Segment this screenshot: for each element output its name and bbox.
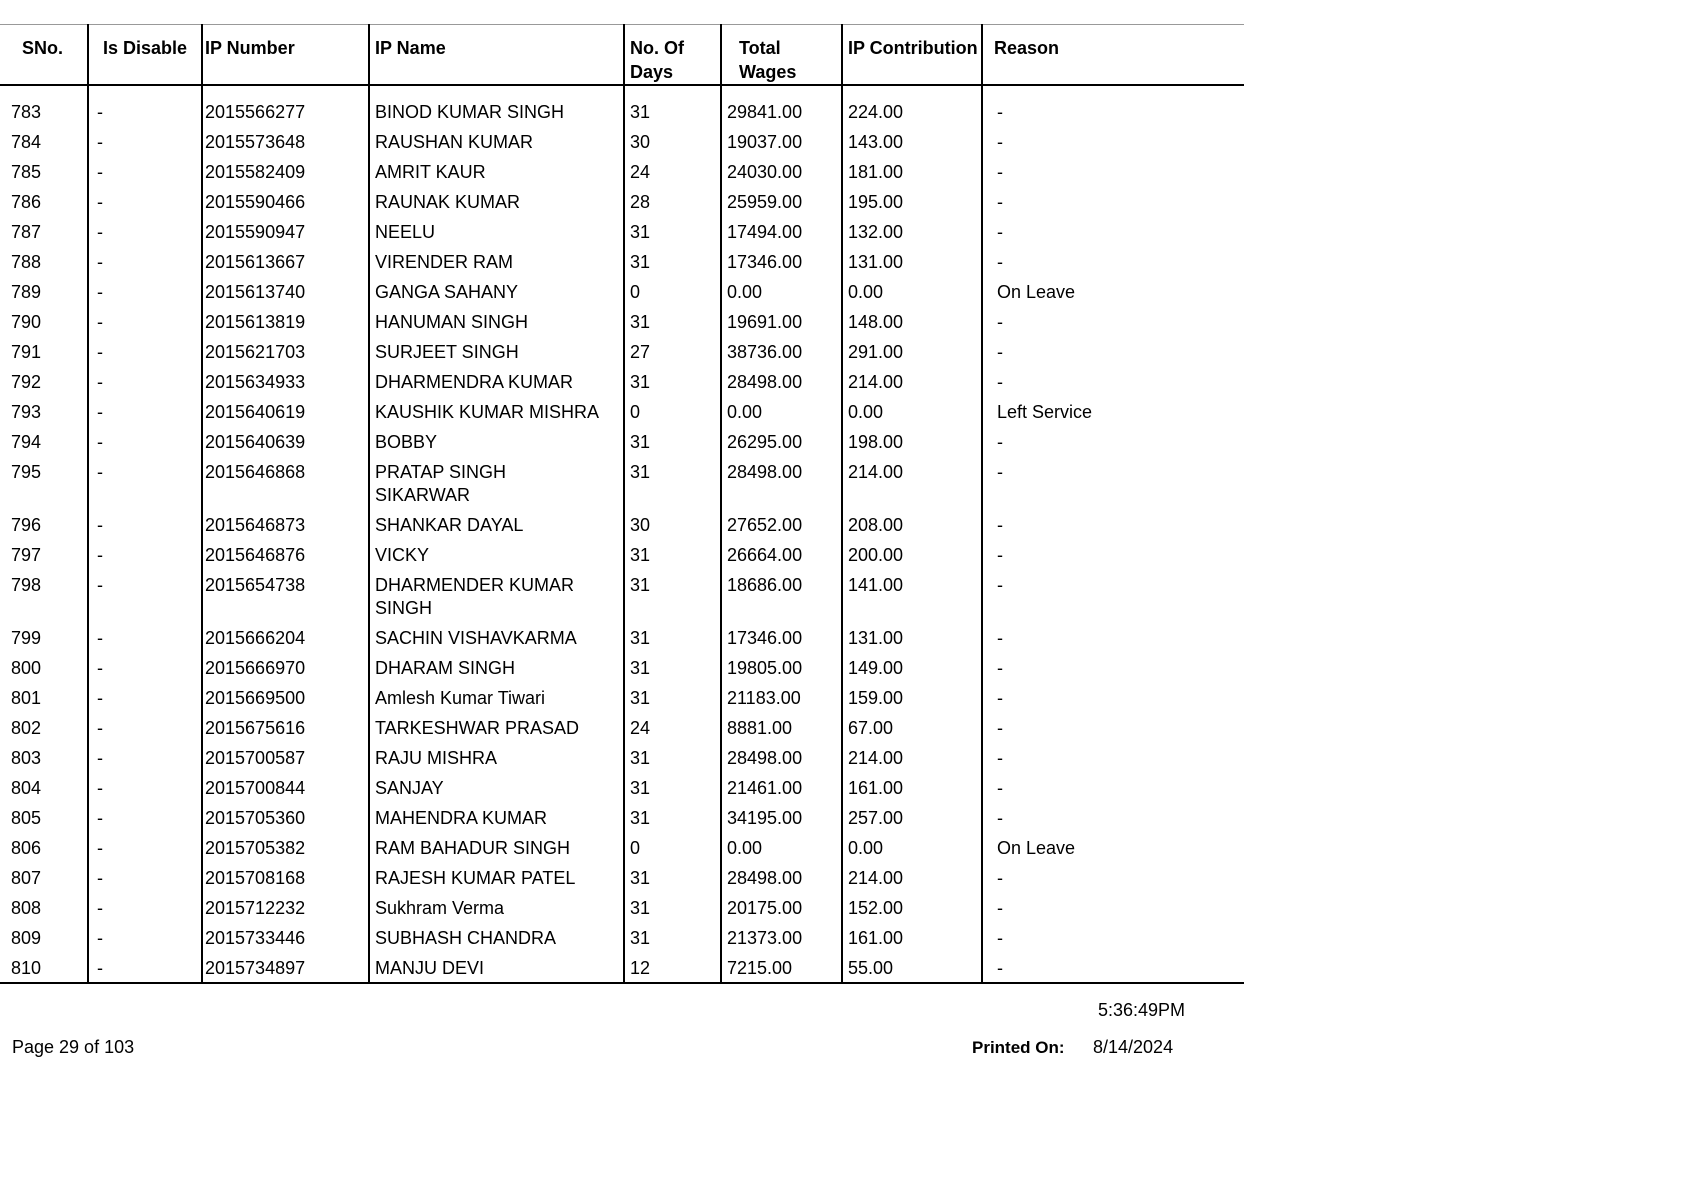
cell-ip-name: VICKY <box>369 539 624 569</box>
cell-ip-contribution: 0.00 <box>842 276 982 306</box>
table-row <box>0 772 1244 802</box>
cell-reason: - <box>982 186 1244 216</box>
table-spacer-row <box>0 85 1244 96</box>
cell-sno: 783 <box>11 102 42 122</box>
table-row <box>0 246 1244 276</box>
cell-is-disable: - <box>88 426 202 456</box>
cell-reason: - <box>982 126 1244 156</box>
cell-is-disable: - <box>88 96 202 126</box>
cell-sno: 790 <box>11 312 42 332</box>
cell-reason: - <box>982 366 1244 396</box>
cell-ip-contribution: 198.00 <box>842 426 982 456</box>
cell-no-of-days: 30 <box>624 509 721 539</box>
cell-no-of-days: 24 <box>624 712 721 742</box>
cell-ip-number: 2015646873 <box>202 509 369 539</box>
cell-no-of-days: 28 <box>624 186 721 216</box>
cell-ip-number: 2015621703 <box>202 336 369 366</box>
table-row <box>0 622 1244 652</box>
cell-ip-contribution: 161.00 <box>842 922 982 952</box>
table-row <box>0 682 1244 712</box>
cell-is-disable: - <box>88 862 202 892</box>
cell-ip-number: 2015613819 <box>202 306 369 336</box>
cell-no-of-days: 31 <box>624 802 721 832</box>
cell-sno: 798 <box>11 575 42 595</box>
cell-ip-name: BINOD KUMAR SINGH <box>369 96 624 126</box>
cell-sno: 799 <box>11 628 42 648</box>
cell-ip-contribution: 214.00 <box>842 456 982 509</box>
cell-ip-contribution: 149.00 <box>842 652 982 682</box>
printed-on-date: 8/14/2024 <box>1093 1037 1174 1057</box>
table-row <box>0 96 1244 126</box>
table-row <box>0 922 1244 952</box>
header-sno: SNo. <box>0 25 88 86</box>
cell-no-of-days: 31 <box>624 742 721 772</box>
cell-ip-number: 2015613740 <box>202 276 369 306</box>
cell-ip-name: SURJEET SINGH <box>369 336 624 366</box>
header-ip-number: IP Number <box>202 25 369 86</box>
cell-ip-contribution: 55.00 <box>842 952 982 983</box>
cell-ip-name: SACHIN VISHAVKARMA <box>369 622 624 652</box>
cell-is-disable: - <box>88 246 202 276</box>
table-row <box>0 276 1244 306</box>
cell-no-of-days: 0 <box>624 832 721 862</box>
table-row <box>0 952 1244 983</box>
cell-ip-contribution: 141.00 <box>842 569 982 622</box>
cell-ip-number: 2015654738 <box>202 569 369 622</box>
header-total-wages: Total Wages <box>721 25 842 86</box>
table-row <box>0 862 1244 892</box>
cell-total-wages: 17346.00 <box>721 622 842 652</box>
cell-no-of-days: 31 <box>624 569 721 622</box>
cell-ip-contribution: 161.00 <box>842 772 982 802</box>
cell-total-wages: 19691.00 <box>721 306 842 336</box>
cell-total-wages: 29841.00 <box>721 96 842 126</box>
table-row <box>0 126 1244 156</box>
cell-ip-name: DHARMENDRA KUMAR <box>369 366 624 396</box>
cell-ip-contribution: 0.00 <box>842 396 982 426</box>
cell-no-of-days: 31 <box>624 922 721 952</box>
cell-total-wages: 27652.00 <box>721 509 842 539</box>
cell-sno: 803 <box>11 748 42 768</box>
cell-ip-name: SHANKAR DAYAL <box>369 509 624 539</box>
cell-ip-number: 2015646876 <box>202 539 369 569</box>
cell-reason: - <box>982 802 1244 832</box>
cell-sno: 789 <box>11 282 42 302</box>
cell-is-disable: - <box>88 156 202 186</box>
cell-ip-number: 2015705382 <box>202 832 369 862</box>
cell-ip-contribution: 0.00 <box>842 832 982 862</box>
cell-reason: Left Service <box>982 396 1244 426</box>
cell-is-disable: - <box>88 186 202 216</box>
cell-ip-contribution: 257.00 <box>842 802 982 832</box>
cell-is-disable: - <box>88 892 202 922</box>
cell-ip-number: 2015733446 <box>202 922 369 952</box>
cell-is-disable: - <box>88 456 202 509</box>
cell-no-of-days: 0 <box>624 396 721 426</box>
cell-ip-number: 2015675616 <box>202 712 369 742</box>
cell-reason: - <box>982 426 1244 456</box>
cell-sno: 786 <box>11 192 42 212</box>
cell-total-wages: 28498.00 <box>721 366 842 396</box>
cell-sno: 806 <box>11 838 42 858</box>
cell-ip-name: HANUMAN SINGH <box>369 306 624 336</box>
cell-ip-number: 2015640619 <box>202 396 369 426</box>
cell-reason: - <box>982 336 1244 366</box>
cell-is-disable: - <box>88 509 202 539</box>
table-row <box>0 156 1244 186</box>
cell-ip-contribution: 148.00 <box>842 306 982 336</box>
page-indicator: Page 29 of 103 <box>12 1037 135 1057</box>
cell-ip-contribution: 214.00 <box>842 366 982 396</box>
cell-sno: 807 <box>11 868 42 888</box>
cell-total-wages: 24030.00 <box>721 156 842 186</box>
cell-no-of-days: 31 <box>624 539 721 569</box>
cell-sno: 804 <box>11 778 42 798</box>
cell-reason: On Leave <box>982 276 1244 306</box>
cell-ip-name: RAUNAK KUMAR <box>369 186 624 216</box>
cell-total-wages: 0.00 <box>721 832 842 862</box>
cell-is-disable: - <box>88 832 202 862</box>
cell-reason: - <box>982 569 1244 622</box>
cell-reason: - <box>982 892 1244 922</box>
cell-total-wages: 21461.00 <box>721 772 842 802</box>
cell-ip-contribution: 131.00 <box>842 622 982 652</box>
cell-reason: - <box>982 246 1244 276</box>
cell-reason: - <box>982 742 1244 772</box>
cell-is-disable: - <box>88 366 202 396</box>
cell-is-disable: - <box>88 276 202 306</box>
cell-ip-name: Amlesh Kumar Tiwari <box>369 682 624 712</box>
cell-is-disable: - <box>88 922 202 952</box>
cell-reason: - <box>982 156 1244 186</box>
cell-sno: 809 <box>11 928 42 948</box>
cell-ip-contribution: 159.00 <box>842 682 982 712</box>
cell-total-wages: 0.00 <box>721 276 842 306</box>
cell-ip-number: 2015708168 <box>202 862 369 892</box>
cell-reason: - <box>982 622 1244 652</box>
cell-sno: 801 <box>11 688 42 708</box>
cell-total-wages: 19037.00 <box>721 126 842 156</box>
cell-total-wages: 26664.00 <box>721 539 842 569</box>
cell-total-wages: 17346.00 <box>721 246 842 276</box>
cell-sno: 797 <box>11 545 42 565</box>
cell-total-wages: 19805.00 <box>721 652 842 682</box>
cell-no-of-days: 31 <box>624 892 721 922</box>
cell-no-of-days: 31 <box>624 682 721 712</box>
cell-reason: - <box>982 96 1244 126</box>
cell-is-disable: - <box>88 336 202 366</box>
cell-reason: - <box>982 539 1244 569</box>
cell-no-of-days: 31 <box>624 426 721 456</box>
cell-reason: - <box>982 652 1244 682</box>
cell-ip-name: AMRIT KAUR <box>369 156 624 186</box>
table-row <box>0 306 1244 336</box>
cell-ip-name: RAM BAHADUR SINGH <box>369 832 624 862</box>
cell-ip-name: RAJU MISHRA <box>369 742 624 772</box>
cell-total-wages: 28498.00 <box>721 456 842 509</box>
cell-ip-name: NEELU <box>369 216 624 246</box>
cell-ip-contribution: 214.00 <box>842 742 982 772</box>
header-row <box>0 25 1244 86</box>
cell-sno: 788 <box>11 252 42 272</box>
cell-ip-name: KAUSHIK KUMAR MISHRA <box>369 396 624 426</box>
cell-ip-contribution: 152.00 <box>842 892 982 922</box>
cell-ip-name: VIRENDER RAM <box>369 246 624 276</box>
table-header <box>0 25 1244 86</box>
table-row <box>0 426 1244 456</box>
cell-sno: 792 <box>11 372 42 392</box>
cell-ip-number: 2015700844 <box>202 772 369 802</box>
cell-ip-number: 2015613667 <box>202 246 369 276</box>
cell-sno: 793 <box>11 402 42 422</box>
cell-no-of-days: 31 <box>624 96 721 126</box>
cell-reason: - <box>982 306 1244 336</box>
cell-is-disable: - <box>88 682 202 712</box>
cell-ip-number: 2015646868 <box>202 456 369 509</box>
cell-ip-name: SUBHASH CHANDRA <box>369 922 624 952</box>
cell-ip-contribution: 200.00 <box>842 539 982 569</box>
cell-ip-number: 2015640639 <box>202 426 369 456</box>
cell-sno: 808 <box>11 898 42 918</box>
cell-is-disable: - <box>88 539 202 569</box>
table-row <box>0 652 1244 682</box>
cell-ip-contribution: 181.00 <box>842 156 982 186</box>
cell-reason: On Leave <box>982 832 1244 862</box>
cell-sno: 800 <box>11 658 42 678</box>
table-row <box>0 742 1244 772</box>
print-time: 5:36:49PM <box>1098 1000 1186 1020</box>
cell-no-of-days: 0 <box>624 276 721 306</box>
cell-is-disable: - <box>88 126 202 156</box>
cell-no-of-days: 31 <box>624 216 721 246</box>
cell-ip-name: DHARAM SINGH <box>369 652 624 682</box>
cell-reason: - <box>982 862 1244 892</box>
cell-ip-number: 2015573648 <box>202 126 369 156</box>
cell-is-disable: - <box>88 216 202 246</box>
cell-is-disable: - <box>88 652 202 682</box>
table-row <box>0 186 1244 216</box>
cell-total-wages: 7215.00 <box>721 952 842 983</box>
table-row <box>0 539 1244 569</box>
table-row <box>0 712 1244 742</box>
cell-ip-contribution: 291.00 <box>842 336 982 366</box>
cell-no-of-days: 30 <box>624 126 721 156</box>
cell-total-wages: 21183.00 <box>721 682 842 712</box>
cell-is-disable: - <box>88 306 202 336</box>
cell-sno: 795 <box>11 462 42 482</box>
cell-ip-contribution: 143.00 <box>842 126 982 156</box>
cell-reason: - <box>982 772 1244 802</box>
table-row <box>0 216 1244 246</box>
table-row <box>0 336 1244 366</box>
cell-total-wages: 0.00 <box>721 396 842 426</box>
table-row <box>0 802 1244 832</box>
cell-ip-name: GANGA SAHANY <box>369 276 624 306</box>
header-is-disable: Is Disable <box>88 25 202 86</box>
cell-total-wages: 26295.00 <box>721 426 842 456</box>
table-row <box>0 832 1244 862</box>
cell-ip-number: 2015734897 <box>202 952 369 983</box>
cell-is-disable: - <box>88 712 202 742</box>
cell-no-of-days: 31 <box>624 456 721 509</box>
cell-total-wages: 21373.00 <box>721 922 842 952</box>
cell-total-wages: 20175.00 <box>721 892 842 922</box>
header-ip-contribution: IP Contribution <box>842 25 982 86</box>
cell-sno: 785 <box>11 162 42 182</box>
header-reason: Reason <box>982 25 1244 86</box>
cell-sno: 810 <box>0 952 88 983</box>
cell-total-wages: 34195.00 <box>721 802 842 832</box>
cell-no-of-days: 27 <box>624 336 721 366</box>
cell-no-of-days: 31 <box>624 246 721 276</box>
cell-ip-number: 2015705360 <box>202 802 369 832</box>
table-row <box>0 396 1244 426</box>
cell-is-disable: - <box>88 622 202 652</box>
cell-reason: - <box>982 456 1244 509</box>
cell-is-disable: - <box>88 952 202 983</box>
cell-reason: - <box>982 952 1244 983</box>
cell-ip-contribution: 131.00 <box>842 246 982 276</box>
cell-sno: 787 <box>11 222 42 242</box>
cell-ip-name: Sukhram Verma <box>369 892 624 922</box>
cell-no-of-days: 31 <box>624 652 721 682</box>
cell-total-wages: 8881.00 <box>721 712 842 742</box>
cell-ip-number: 2015566277 <box>202 96 369 126</box>
cell-no-of-days: 31 <box>624 306 721 336</box>
cell-total-wages: 17494.00 <box>721 216 842 246</box>
cell-sno: 802 <box>11 718 42 738</box>
cell-ip-number: 2015590947 <box>202 216 369 246</box>
cell-reason: - <box>982 922 1244 952</box>
cell-ip-name: PRATAP SINGH SIKARWAR <box>369 456 624 509</box>
table-row <box>0 509 1244 539</box>
cell-no-of-days: 31 <box>624 862 721 892</box>
cell-no-of-days: 24 <box>624 156 721 186</box>
cell-sno: 805 <box>11 808 42 828</box>
table-body <box>0 85 1244 983</box>
cell-no-of-days: 31 <box>624 366 721 396</box>
table-row <box>0 569 1244 622</box>
cell-no-of-days: 31 <box>624 622 721 652</box>
cell-ip-number: 2015712232 <box>202 892 369 922</box>
cell-ip-number: 2015590466 <box>202 186 369 216</box>
cell-sno: 796 <box>11 515 42 535</box>
cell-ip-number: 2015700587 <box>202 742 369 772</box>
cell-sno: 794 <box>11 432 42 452</box>
cell-ip-name: RAJESH KUMAR PATEL <box>369 862 624 892</box>
cell-ip-name: MAHENDRA KUMAR <box>369 802 624 832</box>
cell-total-wages: 38736.00 <box>721 336 842 366</box>
table-row <box>0 366 1244 396</box>
cell-total-wages: 25959.00 <box>721 186 842 216</box>
cell-no-of-days: 31 <box>624 772 721 802</box>
cell-ip-number: 2015582409 <box>202 156 369 186</box>
cell-ip-contribution: 224.00 <box>842 96 982 126</box>
cell-ip-name: MANJU DEVI <box>369 952 624 983</box>
cell-ip-number: 2015666204 <box>202 622 369 652</box>
cell-ip-number: 2015669500 <box>202 682 369 712</box>
cell-is-disable: - <box>88 569 202 622</box>
cell-reason: - <box>982 712 1244 742</box>
cell-ip-name: DHARMENDER KUMAR SINGH <box>369 569 624 622</box>
cell-ip-number: 2015666970 <box>202 652 369 682</box>
cell-total-wages: 18686.00 <box>721 569 842 622</box>
cell-sno: 791 <box>11 342 42 362</box>
cell-no-of-days: 12 <box>624 952 721 983</box>
cell-sno: 784 <box>11 132 42 152</box>
cell-ip-number: 2015634933 <box>202 366 369 396</box>
cell-total-wages: 28498.00 <box>721 742 842 772</box>
printed-on-label: Printed On: <box>972 1038 1065 1057</box>
cell-is-disable: - <box>88 802 202 832</box>
cell-ip-name: SANJAY <box>369 772 624 802</box>
cell-reason: - <box>982 682 1244 712</box>
cell-ip-name: RAUSHAN KUMAR <box>369 126 624 156</box>
cell-total-wages: 28498.00 <box>721 862 842 892</box>
cell-is-disable: - <box>88 772 202 802</box>
cell-ip-contribution: 67.00 <box>842 712 982 742</box>
cell-ip-contribution: 195.00 <box>842 186 982 216</box>
table-row <box>0 892 1244 922</box>
header-ip-name: IP Name <box>369 25 624 86</box>
header-no-of-days: No. Of Days <box>624 25 721 86</box>
cell-ip-name: BOBBY <box>369 426 624 456</box>
table-row <box>0 456 1244 509</box>
cell-ip-name: TARKESHWAR PRASAD <box>369 712 624 742</box>
cell-ip-contribution: 214.00 <box>842 862 982 892</box>
cell-ip-contribution: 208.00 <box>842 509 982 539</box>
cell-ip-contribution: 132.00 <box>842 216 982 246</box>
cell-reason: - <box>982 216 1244 246</box>
cell-is-disable: - <box>88 396 202 426</box>
cell-reason: - <box>982 509 1244 539</box>
cell-is-disable: - <box>88 742 202 772</box>
contribution-table <box>0 24 1244 984</box>
